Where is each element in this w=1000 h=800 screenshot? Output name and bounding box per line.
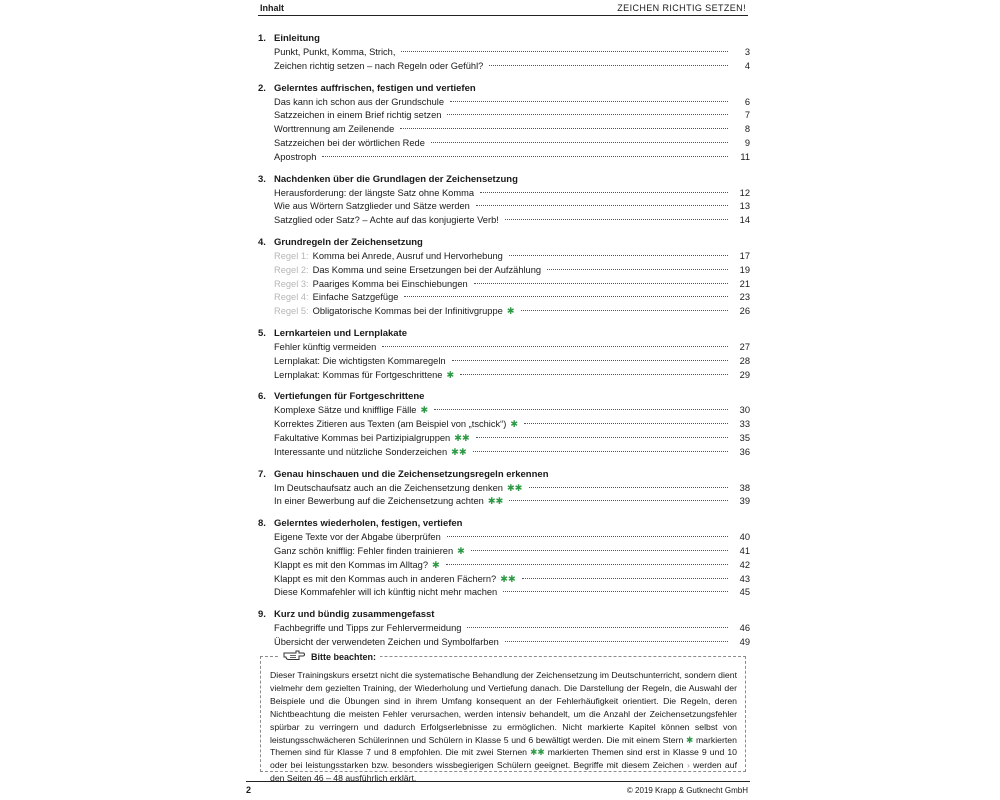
entry-page-number: 38 — [739, 482, 750, 493]
section-number: 3. — [258, 173, 266, 185]
star-icon: ✱ — [431, 559, 440, 570]
entry-page-number: 13 — [739, 201, 750, 212]
section-number: 7. — [258, 468, 266, 480]
entry-page-number: 4 — [744, 60, 750, 71]
entry-page-number: 43 — [739, 573, 750, 584]
section-title-text: Nachdenken über die Grundlagen der Zeichensetzung — [274, 173, 518, 185]
dot-leader — [460, 374, 728, 375]
entry-page-number: 45 — [739, 587, 750, 598]
dot-leader — [476, 437, 728, 438]
entry-page-number: 6 — [744, 96, 750, 107]
entry-title: Worttrennung am Zeilenende — [274, 124, 395, 135]
star-icon: ✱ — [510, 419, 519, 430]
toc-entry[interactable] — [274, 586, 750, 600]
star-icon: ✱ — [506, 306, 515, 317]
toc-entry[interactable] — [274, 264, 750, 278]
entry-page-number: 3 — [744, 47, 750, 57]
toc-entry[interactable] — [274, 404, 750, 418]
entry-page-number: 17 — [739, 250, 750, 261]
dot-leader — [471, 550, 728, 551]
note-box — [260, 651, 746, 784]
dot-leader — [547, 269, 728, 270]
section-title-text: Gelerntes wiederholen, festigen, vertiefen — [274, 518, 463, 530]
toc-section — [258, 236, 750, 319]
double-star-icon: ✱✱ — [454, 432, 470, 443]
toc-section — [258, 32, 750, 74]
dot-leader — [452, 360, 728, 361]
entry-title: Wie aus Wörtern Satzglieder und Sätze werden — [274, 201, 470, 212]
toc-entry[interactable] — [274, 446, 750, 460]
section-number: 5. — [258, 327, 266, 339]
rule-label: Regel 3: — [274, 278, 309, 289]
entry-page-number: 35 — [739, 432, 750, 443]
entry-page-number: 29 — [739, 369, 750, 380]
toc-section — [258, 608, 750, 650]
section-title — [258, 517, 750, 531]
entry-page-number: 23 — [739, 292, 750, 303]
entry-page-number: 9 — [744, 137, 750, 148]
entry-title: Klappt es mit den Kommas im Alltag? — [274, 559, 428, 570]
note-text — [270, 669, 737, 785]
dot-leader — [521, 310, 728, 311]
note-header — [279, 649, 380, 665]
section-number: 1. — [258, 33, 266, 44]
toc-entry[interactable] — [274, 250, 750, 264]
entry-title: Satzzeichen in einem Brief richtig setzen — [274, 110, 442, 121]
section-title-text: Lernkarteien und Lernplakate — [274, 327, 408, 339]
rule-label: Regel 1: — [274, 250, 309, 261]
dot-leader — [505, 219, 728, 220]
dot-leader — [480, 192, 728, 193]
entry-page-number: 33 — [739, 419, 750, 430]
dot-leader — [474, 283, 728, 284]
double-star-icon: ✱✱ — [500, 573, 516, 584]
dot-leader — [431, 142, 728, 143]
toc-section — [258, 327, 750, 382]
toc-entry[interactable] — [274, 573, 750, 587]
section-number: 2. — [258, 82, 266, 94]
entry-page-number: 26 — [739, 306, 750, 317]
entry-page-number: 46 — [739, 623, 750, 634]
dot-leader — [447, 536, 728, 537]
toc-section — [258, 173, 750, 228]
toc-entry[interactable] — [274, 482, 750, 496]
entry-title: Herausforderung: der längste Satz ohne Komma — [274, 187, 474, 198]
dot-leader — [450, 101, 728, 102]
dot-leader — [447, 114, 728, 115]
entry-page-number: 21 — [739, 278, 750, 289]
header-section-label: Inhalt — [260, 3, 284, 13]
section-title-text: Kurz und bündig zusammengefasst — [274, 609, 435, 621]
star-icon: ✱ — [686, 734, 694, 745]
dot-leader — [322, 156, 728, 157]
entry-page-number: 30 — [739, 405, 750, 416]
section-title-text: Vertiefungen für Fortgeschrittene — [274, 391, 425, 403]
dot-leader — [473, 451, 728, 452]
toc-section — [258, 82, 750, 165]
dot-leader — [404, 296, 728, 297]
entry-title: Satzglied oder Satz? – Achte auf das konjugierte Verb! — [274, 215, 499, 226]
entry-title: Komplexe Sätze und knifflige Fälle — [274, 405, 417, 416]
section-title — [258, 608, 750, 622]
entry-title: Das kann ich schon aus der Grundschule — [274, 96, 445, 107]
star-icon: ✱ — [446, 369, 455, 380]
toc-entry[interactable] — [274, 123, 750, 137]
toc-entry[interactable] — [274, 278, 750, 292]
dot-leader — [509, 500, 728, 501]
section-number: 4. — [258, 236, 266, 248]
entry-page-number: 11 — [740, 151, 750, 162]
toc-entry[interactable] — [274, 432, 750, 446]
dot-leader — [505, 641, 728, 642]
note-title: Bitte beachten: — [311, 651, 377, 662]
dot-leader — [489, 65, 728, 66]
entry-page-number: 19 — [739, 264, 750, 275]
entry-page-number: 40 — [739, 532, 750, 543]
note-text-part-3: markierten Themen sind erst in Klasse 9 und 10 oder bei leistungsstarken bzw. besonders wissbegierigen Schülern geeignet. Begriffe mit diesem Zeichen — [270, 747, 737, 771]
entry-title: Diese Kommafehler will ich künftig nicht mehr machen — [274, 587, 498, 598]
entry-title: In einer Bewerbung auf die Zeichensetzung achten — [274, 496, 484, 507]
toc-entry[interactable] — [274, 291, 750, 305]
entry-title: Lernplakat: Kommas für Fortgeschrittene — [274, 369, 443, 380]
toc-entry[interactable] — [274, 109, 750, 123]
toc-entry[interactable] — [274, 418, 750, 432]
section-title — [258, 390, 750, 404]
page-footer — [246, 781, 750, 796]
glossary-arrow-icon: › — [686, 760, 690, 771]
section-title — [258, 468, 750, 482]
note-text-part-2: markierten Themen sind für Klasse 7 und 8 empfohlen. Die mit zwei Sternen — [270, 734, 737, 758]
double-star-icon: ✱✱ — [530, 747, 545, 758]
table-of-contents — [258, 32, 750, 658]
entry-title: Im Deutschaufsatz auch an die Zeichensetzung denken — [274, 482, 503, 493]
entry-title: Korrektes Zitieren aus Texten (am Beispiel von „tschick“) — [274, 419, 507, 430]
entry-page-number: 49 — [739, 636, 750, 647]
toc-entry[interactable] — [274, 305, 750, 319]
dot-leader — [529, 487, 728, 488]
dot-leader — [522, 578, 728, 579]
toc-entry[interactable] — [274, 187, 750, 201]
toc-entry[interactable] — [274, 355, 750, 369]
entry-title: Eigene Texte vor der Abgabe überprüfen — [274, 532, 441, 543]
toc-entry[interactable] — [274, 60, 750, 74]
note-text-part-1: Dieser Trainingskurs ersetzt nicht die systematische Behandlung der Zeichensetzung im Deutschunterricht, sondern dient vielmehr dem gezielten Training, der Wiederholung und Vertiefung danach. Die Darstellung der Regeln, die Auswahl der Beispiele und die Übungen sind in ihrem Umfang konsequent an der Fehlerhäufigkeit orientiert. Die Regeln, deren Nichtbeachtung die meisten Fehler verursachen, werden intensiv behandelt, um die Anzahl der Zeichensetzungsfehler spürbar zu verringern und dadurch Erfolgserlebnisse zu ermöglichen. Nicht markierte Kapitel können selbst von leistungsschwächeren Schülerinnen und Schülern in Klasse 5 und 6 bewältigt werden. Die mit einem Stern — [270, 670, 737, 745]
entry-title: Lernplakat: Die wichtigsten Kommaregeln — [274, 355, 446, 366]
star-icon: ✱ — [457, 545, 465, 556]
toc-entry[interactable] — [274, 545, 750, 559]
section-title-text: Grundregeln der Zeichensetzung — [274, 236, 423, 248]
section-title — [258, 327, 750, 341]
toc-entry[interactable] — [274, 622, 750, 636]
pointing-hand-icon — [283, 649, 311, 665]
dot-leader — [467, 627, 728, 628]
entry-title: Apostroph — [274, 151, 317, 162]
entry-title: Obligatorische Kommas bei der Infinitivgruppe — [312, 306, 503, 317]
toc-entry[interactable] — [274, 531, 750, 545]
entry-title: Interessante und nützliche Sonderzeichen — [274, 446, 448, 457]
entry-page-number: 7 — [744, 110, 750, 121]
entry-title: Übersicht der verwendeten Zeichen und Symbolfarben — [274, 636, 499, 647]
section-title — [258, 82, 750, 96]
entry-page-number: 39 — [739, 496, 750, 507]
page-header — [258, 2, 748, 16]
dot-leader — [401, 51, 728, 52]
entry-page-number: 28 — [739, 355, 750, 366]
entry-title: Einfache Satzgefüge — [312, 292, 399, 303]
section-title — [258, 32, 750, 46]
toc-section — [258, 517, 750, 600]
section-title — [258, 173, 750, 187]
entry-title: Klappt es mit den Kommas auch in anderen Fächern? — [274, 573, 497, 584]
section-title-text: Gelerntes auffrischen, festigen und vertiefen — [274, 82, 476, 94]
toc-entry[interactable] — [274, 96, 750, 110]
toc-entry[interactable] — [274, 495, 750, 509]
page-number: 2 — [246, 785, 252, 795]
header-book-title: ZEICHEN RICHTIG SETZEN! — [617, 3, 746, 13]
toc-entry[interactable] — [274, 341, 750, 355]
entry-page-number: 42 — [739, 559, 750, 570]
dot-leader — [446, 564, 728, 565]
double-star-icon: ✱✱ — [451, 446, 467, 457]
section-title-text: Genau hinschauen und die Zeichensetzungsregeln erkennen — [274, 468, 549, 480]
entry-page-number: 41 — [739, 545, 750, 556]
entry-title: Fakultative Kommas bei Partizipialgruppen — [274, 432, 451, 443]
dot-leader — [400, 128, 728, 129]
double-star-icon: ✱✱ — [506, 482, 523, 493]
dot-leader — [524, 423, 728, 424]
entry-title: Zeichen richtig setzen – nach Regeln oder Gefühl? — [274, 60, 484, 71]
note-text-part-4: werden auf den Seiten 46 – 48 ausführlich erklärt. — [270, 760, 737, 784]
toc-section — [258, 468, 750, 510]
dot-leader — [382, 346, 728, 347]
toc-section — [258, 390, 750, 459]
star-icon: ✱ — [420, 405, 429, 416]
entry-title: Fehler künftig vermeiden — [274, 341, 377, 352]
toc-entry[interactable] — [274, 200, 750, 214]
entry-title: Ganz schön knifflig: Fehler finden trainieren — [274, 545, 454, 556]
toc-entry[interactable] — [274, 559, 750, 573]
entry-page-number: 27 — [739, 341, 750, 352]
toc-entry[interactable] — [274, 369, 750, 383]
toc-entry[interactable] — [274, 151, 750, 165]
rule-label: Regel 4: — [274, 292, 309, 303]
entry-title: Das Komma und seine Ersetzungen bei der Aufzählung — [312, 264, 542, 275]
double-star-icon: ✱✱ — [487, 496, 504, 507]
entry-page-number: 12 — [739, 187, 750, 198]
entry-title: Satzzeichen bei der wörtlichen Rede — [274, 137, 425, 148]
toc-entry[interactable] — [274, 214, 750, 228]
entry-page-number: 14 — [739, 215, 750, 226]
entry-title: Komma bei Anrede, Ausruf und Hervorhebung — [312, 250, 503, 261]
dot-leader — [503, 591, 728, 592]
section-number: 8. — [258, 518, 266, 530]
dot-leader — [509, 255, 728, 256]
entry-title: Punkt, Punkt, Komma, Strich, — [274, 47, 396, 57]
rule-label: Regel 2: — [274, 264, 309, 275]
dot-leader — [476, 205, 728, 206]
entry-title: Fachbegriffe und Tipps zur Fehlervermeidung — [274, 623, 462, 634]
entry-page-number: 8 — [744, 124, 750, 135]
section-title — [258, 236, 750, 250]
section-title-text: Einleitung — [274, 33, 320, 44]
copyright-notice: © 2019 Krapp & Gutknecht GmbH — [626, 786, 748, 795]
entry-page-number: 36 — [739, 446, 750, 457]
section-number: 6. — [258, 391, 266, 403]
toc-entry[interactable] — [274, 46, 750, 60]
toc-entry[interactable] — [274, 636, 750, 650]
section-number: 9. — [258, 609, 266, 621]
toc-entry[interactable] — [274, 137, 750, 151]
entry-title: Paariges Komma bei Einschiebungen — [312, 278, 468, 289]
rule-label: Regel 5: — [274, 306, 309, 317]
dot-leader — [434, 409, 728, 410]
